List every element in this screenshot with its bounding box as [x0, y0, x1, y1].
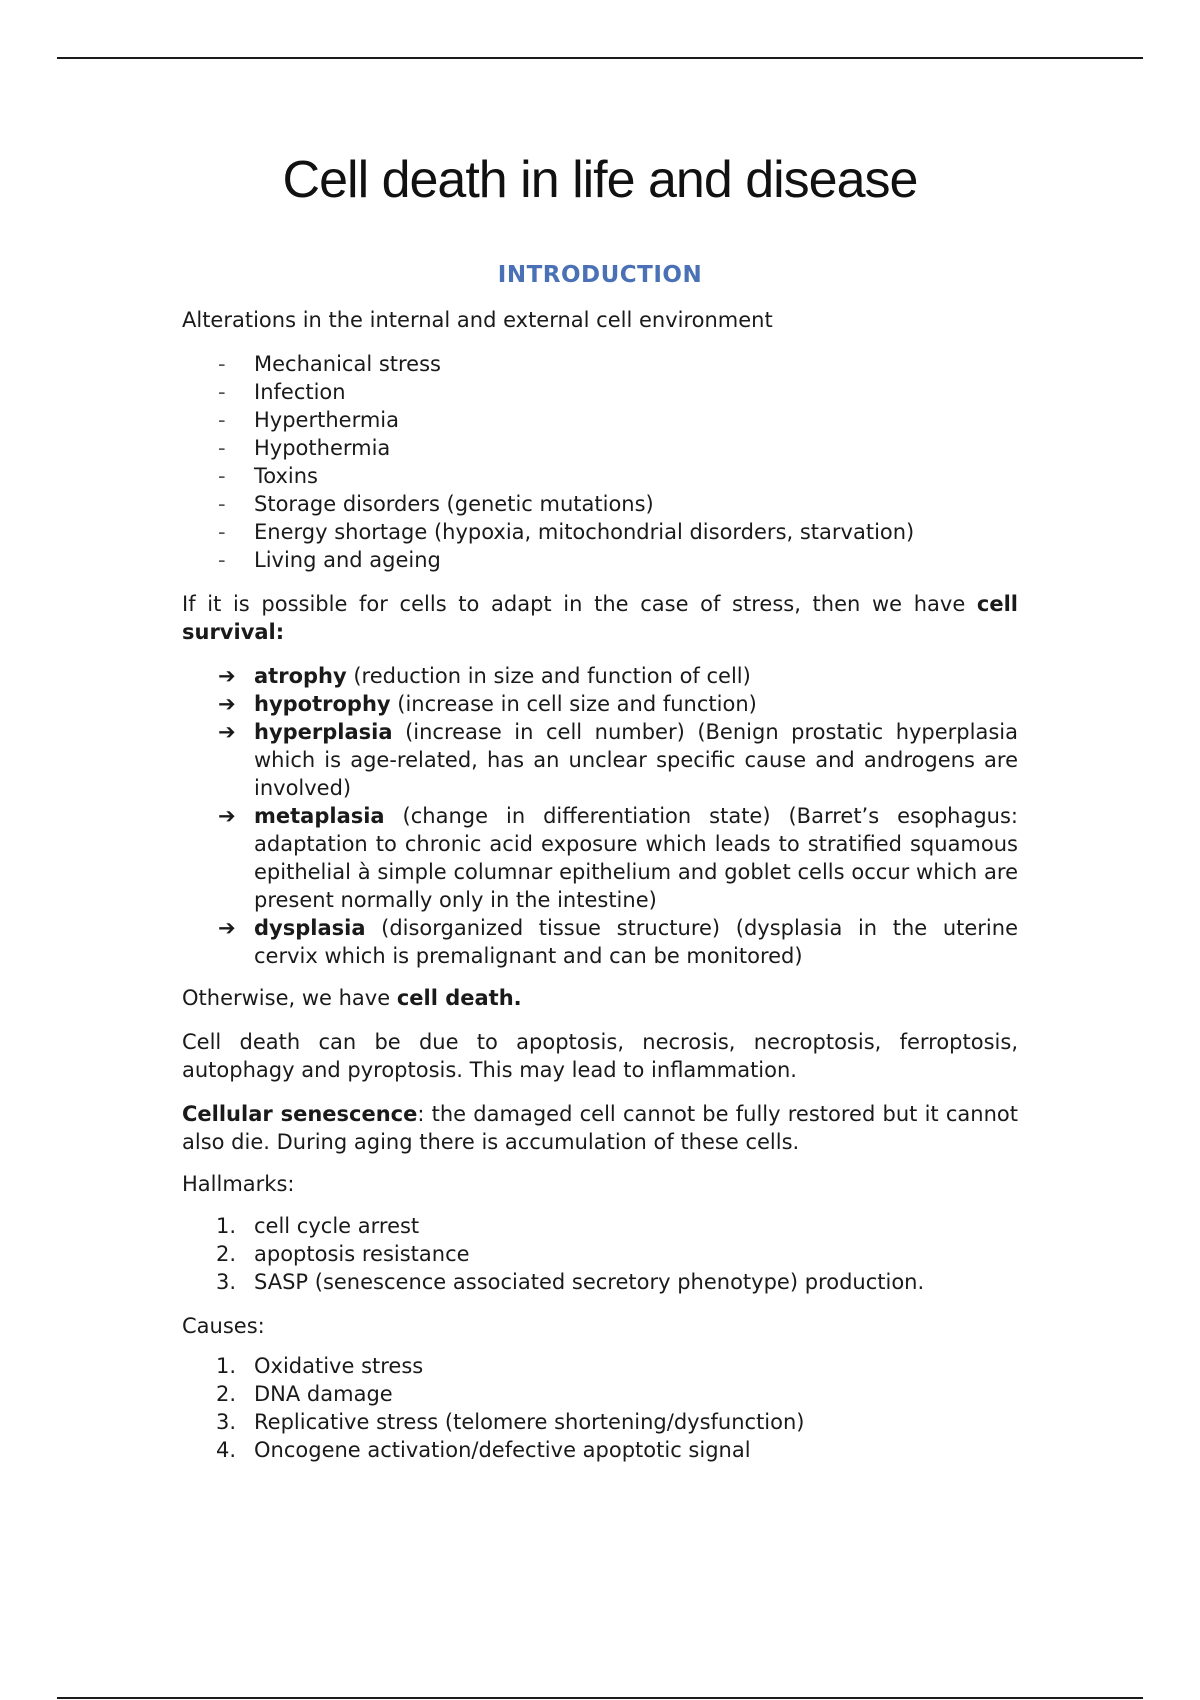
causes-list	[182, 1352, 1018, 1464]
dash-marker: -	[218, 492, 226, 516]
dash-marker: -	[218, 464, 226, 488]
hallmarks-list	[182, 1212, 1018, 1296]
arrow-right-icon: ➔	[218, 664, 236, 688]
list-item: 1. cell cycle arrest	[216, 1214, 420, 1238]
list-item: - Energy shortage (hypoxia, mitochondrial disorders, starvation)	[218, 520, 915, 544]
list-item: ➔ metaplasia (change in differentiation state) (Barret’s esophagus: adaptation to chronic acid exposure which leads to stratified squamous epithelial à simple columnar epithelium and goblet cells occur which are present normally only in the intestine)	[218, 804, 1018, 912]
survival-paragraph: If it is possible for cells to adapt in the case of stress, then we have cell survival:	[182, 592, 1018, 644]
list-item: - Hyperthermia	[218, 408, 399, 432]
dash-marker: -	[218, 548, 226, 572]
alterations-list	[182, 350, 1018, 574]
list-item: - Storage disorders (genetic mutations)	[218, 492, 654, 516]
cell-death-paragraph: Cell death can be due to apoptosis, necrosis, necroptosis, ferroptosis, autophagy and pyroptosis. This may lead to inflammation.	[182, 1030, 1018, 1082]
adaptations-list	[182, 662, 1018, 970]
arrow-right-icon: ➔	[218, 692, 236, 716]
dash-marker: -	[218, 352, 226, 376]
section-heading-introduction: INTRODUCTION	[497, 262, 703, 288]
dash-marker: -	[218, 380, 226, 404]
otherwise-paragraph: Otherwise, we have cell death.	[182, 986, 522, 1010]
hallmarks-label: Hallmarks:	[182, 1172, 295, 1196]
list-item: ➔ hyperplasia (increase in cell number) (Benign prostatic hyperplasia which is age-related, has an unclear specific cause and androgens are involved)	[218, 720, 1018, 800]
dash-marker: -	[218, 436, 226, 460]
intro-paragraph: Alterations in the internal and external cell environment	[182, 308, 773, 332]
list-item: 4. Oncogene activation/defective apoptotic signal	[216, 1438, 751, 1462]
list-item: - Mechanical stress	[218, 352, 441, 376]
document-body	[182, 306, 1018, 1464]
list-item: ➔ dysplasia (disorganized tissue structure) (dysplasia in the uterine cervix which is premalignant and can be monitored)	[218, 916, 1018, 968]
dash-marker: -	[218, 408, 226, 432]
senescence-paragraph: Cellular senescence: the damaged cell cannot be fully restored but it cannot also die. During aging there is accumulation of these cells.	[182, 1102, 1018, 1154]
list-item: 3. Replicative stress (telomere shortening/dysfunction)	[216, 1410, 805, 1434]
arrow-right-icon: ➔	[218, 916, 236, 940]
page-title: Cell death in life and disease	[282, 151, 918, 209]
list-item: - Living and ageing	[218, 548, 441, 572]
list-item: 2. apoptosis resistance	[216, 1242, 470, 1266]
dash-marker: -	[218, 520, 226, 544]
list-item: - Hypothermia	[218, 436, 391, 460]
list-item: ➔ hypotrophy (increase in cell size and function)	[218, 692, 757, 716]
footer-rule	[57, 1697, 1143, 1699]
header-rule	[57, 57, 1143, 59]
arrow-right-icon: ➔	[218, 720, 236, 744]
list-item: 1. Oxidative stress	[216, 1354, 424, 1378]
list-item: - Toxins	[218, 464, 318, 488]
causes-label: Causes:	[182, 1314, 265, 1338]
list-item: - Infection	[218, 380, 346, 404]
list-item: 3. SASP (senescence associated secretory phenotype) production.	[216, 1270, 925, 1294]
list-item: 2. DNA damage	[216, 1382, 393, 1406]
arrow-right-icon: ➔	[218, 804, 236, 828]
list-item: ➔ atrophy (reduction in size and function of cell)	[218, 664, 751, 688]
